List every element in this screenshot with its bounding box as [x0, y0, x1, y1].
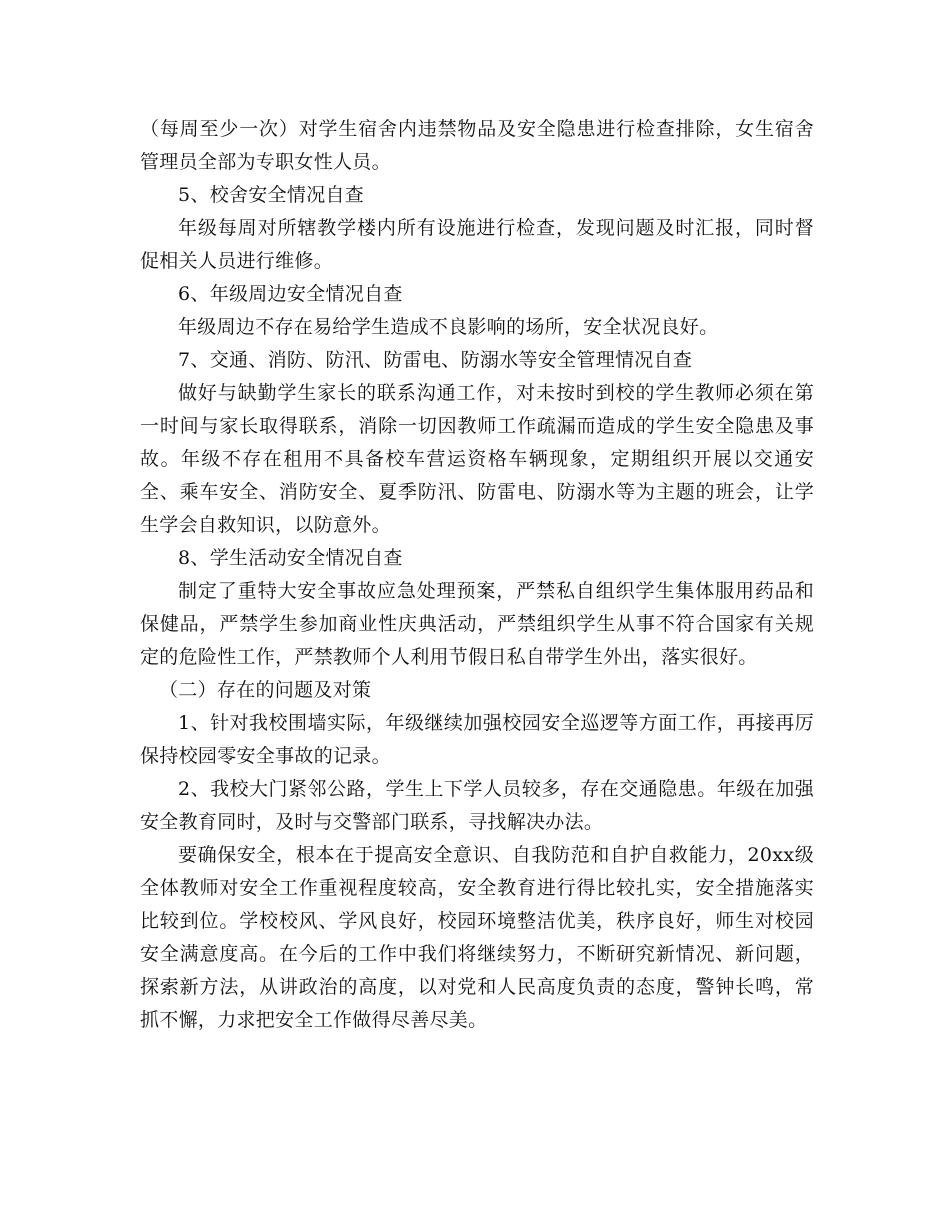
traffic-fire-flood-paragraph: 做好与缺勤学生家长的联系沟通工作，对未按时到校的学生教师必须在第一时间与家长取得联系，消除一切因教师工作疏漏而造成的学生安全隐患及事故。年级不存在租用不具备校车营运资格车辆现象，定期组织开展以交通安全、乘车安全、消防安全、夏季防汛、防雷电、防溺水等为主题的班会，让学生学会自救知识，以防意外。 — [140, 382, 814, 536]
problem-item-2-paragraph: 2、我校大门紧邻公路，学生上下学人员较多，存在交通隐患。年级在加强安全教育同时，及时与交警部门联系，寻找解决办法。 — [140, 778, 814, 833]
section-heading-problems-countermeasures: （二）存在的问题及对策 — [159, 679, 372, 701]
document-body — [140, 113, 814, 1037]
student-activity-paragraph: 制定了重特大安全事故应急处理预案，严禁私自组织学生集体服用药品和保健品，严禁学生参加商业性庆典活动，严禁组织学生从事不符合国家有关规定的危险性工作，严禁教师个人利用节假日私自带学生外出，落实很好。 — [140, 580, 814, 668]
subheading-traffic-fire-flood-safety: 7、交通、消防、防汛、防雷电、防溺水等安全管理情况自查 — [178, 349, 693, 371]
problem-item-1-paragraph: 1、针对我校围墙实际，年级继续加强校园安全巡逻等方面工作，再接再厉保持校园零安全事故的记录。 — [140, 712, 814, 767]
surrounding-safety-paragraph: 年级周边不存在易给学生造成不良影响的场所，安全状况良好。 — [178, 316, 719, 338]
subheading-student-activity-safety: 8、学生活动安全情况自查 — [178, 547, 403, 569]
school-building-paragraph: 年级每周对所辖教学楼内所有设施进行检查，发现问题及时汇报，同时督促相关人员进行维修。 — [140, 217, 814, 272]
subheading-school-building-safety: 5、校舍安全情况自查 — [178, 184, 365, 206]
dormitory-inspection-paragraph: （每周至少一次）对学生宿舍内违禁物品及安全隐患进行检查排除，女生宿舍管理员全部为专职女性人员。 — [140, 118, 814, 173]
conclusion-paragraph: 要确保安全，根本在于提高安全意识、自我防范和自护自救能力，20xx级全体教师对安全工作重视程度较高，安全教育进行得比较扎实，安全措施落实比较到位。学校校风、学风良好，校园环境整洁优美，秩序良好，师生对校园安全满意度高。在今后的工作中我们将继续努力，不断研究新情况、新问题，探索新方法，从讲政治的高度，以对党和人民高度负责的态度，警钟长鸣，常抓不懈，力求把安全工作做得尽善尽美。 — [140, 844, 814, 1031]
subheading-surrounding-safety: 6、年级周边安全情况自查 — [178, 283, 403, 305]
